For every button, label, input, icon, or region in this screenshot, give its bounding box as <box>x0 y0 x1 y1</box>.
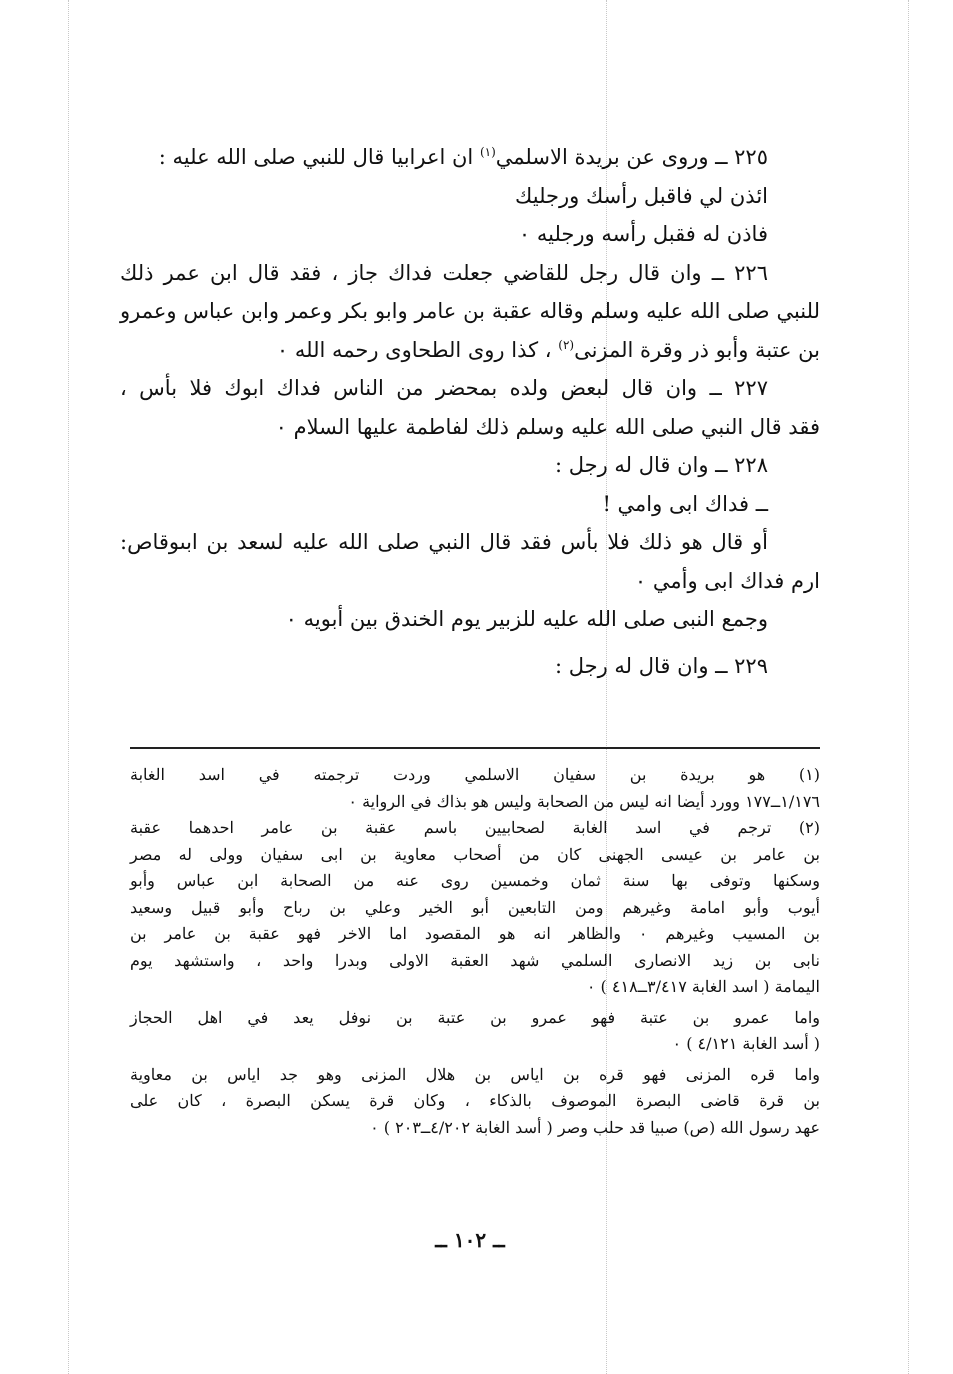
text-line: فقد قال النبي صلى الله عليه وسلم ذلك لفاطمة عليها السلام ٠ <box>275 414 820 439</box>
footnote-line: (١) هو بريدة بن سفيان الاسلمي وردت ترجمته في اسد الغابة <box>130 765 820 784</box>
text-line: بن عتبة وأبو ذر وقرة المزنى$^{(٢)}$ ، كذا روى الطحاوى رحمه الله ٠ <box>276 337 820 362</box>
footnote-line: بن قرة قاضى البصرة الموصوف بالذكاء ، وكان قرة يسكن البصرة ، كان على <box>130 1091 820 1110</box>
text-line: ائذن لي فاقبل رأسك ورجليك <box>515 183 768 208</box>
scan-margin-line <box>908 0 909 1374</box>
text-line: للنبي صلى الله عليه وسلم وقاله عقبة بن عامر وابو بكر وعمر وابن عباس وعمرو <box>120 299 820 323</box>
main-text <box>120 138 820 685</box>
text-line: ــ فداك ابى وامي ! <box>602 491 768 516</box>
footnote-line: واما عمرو بن عتبة فهو عمرو بن عتبة بن نوفل يعد في اهل الحجاز <box>130 1007 820 1027</box>
scan-margin-line <box>68 0 69 1374</box>
footnote-line: وسكنها وتوفى بها سنة ثمان وخمسين روى عنه من الصحابة ابن عباس وأبو <box>130 871 820 890</box>
footnote-line: نابى بن زيد الانصارى السلمي شهد العقبة الاولى وبدرا واحد ، واستشهد يوم <box>130 950 820 970</box>
text-line: ٢٢٨ ــ وان قال له رجل : <box>554 453 768 477</box>
text-line: ٢٢٥ ــ وروى عن بريدة الاسلمي$^{(١)}$ ان اعرابيا قال للنبي صلى الله عليه : <box>158 145 768 169</box>
footnote-line: عهد رسول الله (ص) صبيا قد حلب وصر ( أسد الغابة ٤/٢٠٢ــ٢٠٣ ) ٠ <box>370 1117 820 1137</box>
footnote-line: ( أسد الغابة ٤/١٢١ ) ٠ <box>672 1034 820 1053</box>
footnote-line: اليمامة ( اسد الغابة ٣/٤١٧ــ٤١٨ ) ٠ <box>586 977 820 996</box>
footnotes <box>130 762 820 1141</box>
footnote-line: (٢) ترجم في اسد الغابة لصحابيين باسم عقبة بن عامر احدهما عقبة <box>130 818 820 837</box>
text-line: أو قال هو ذلك فلا بأس فقد قال النبي صلى الله عليه لسعد بن ابىوقاص: <box>120 530 768 554</box>
text-line: ارم فداك ابى وأمي ٠ <box>634 568 820 593</box>
footnote-line: بن المسيب وغيرهم ٠ والظاهر انه هو المقصود اما الاخر فهو عقبة بن عامر بن <box>130 924 821 943</box>
footnote-divider <box>130 747 820 749</box>
footnote-ref[interactable]: (١) <box>479 145 496 159</box>
footnote-line: واما قره المزنى فهو قره بن اياس بن هلال المزنى وهو جد اياس بن معاوية <box>130 1064 820 1084</box>
footnote-line: بن عامر بن عيسى الجهنى كان من أصحاب معاوية بن ابى سفيان وولى له مصر <box>130 844 820 864</box>
footnote-ref[interactable]: (٢) <box>558 337 575 352</box>
footnote-line: ١/١٧٦ــ١٧٧ وورد أيضا انه ليس من الصحابة وليس هو بذاك في الرواية ٠ <box>348 791 820 811</box>
text-line: وجمع النبى صلى الله عليه للزبير يوم الخندق بين أبويه ٠ <box>285 607 768 631</box>
text-line: ٢٢٧ ــ وان قال لبعض ولده بمحضر من الناس فداك ابوك فلا بأس ، <box>120 376 768 400</box>
page-number: ــ ١٠٢ ــ <box>435 1228 505 1252</box>
book-page <box>120 138 820 1268</box>
text-line: ٢٢٩ ــ وان قال له رجل : <box>554 653 768 678</box>
text-line: ٢٢٦ ــ وان قال رجل للقاضي جعلت فداك جاز ، فقد قال ابن عمر ذلك <box>120 260 768 285</box>
text-line: فاذن له فقبل رأسه ورجليه ٠ <box>518 222 768 246</box>
footnote-line: أيوب وأبو امامة وغيرهم ومن التابعين أبو الخير وعلي بن رباح وأبو قبيل وسعيد <box>130 897 820 917</box>
